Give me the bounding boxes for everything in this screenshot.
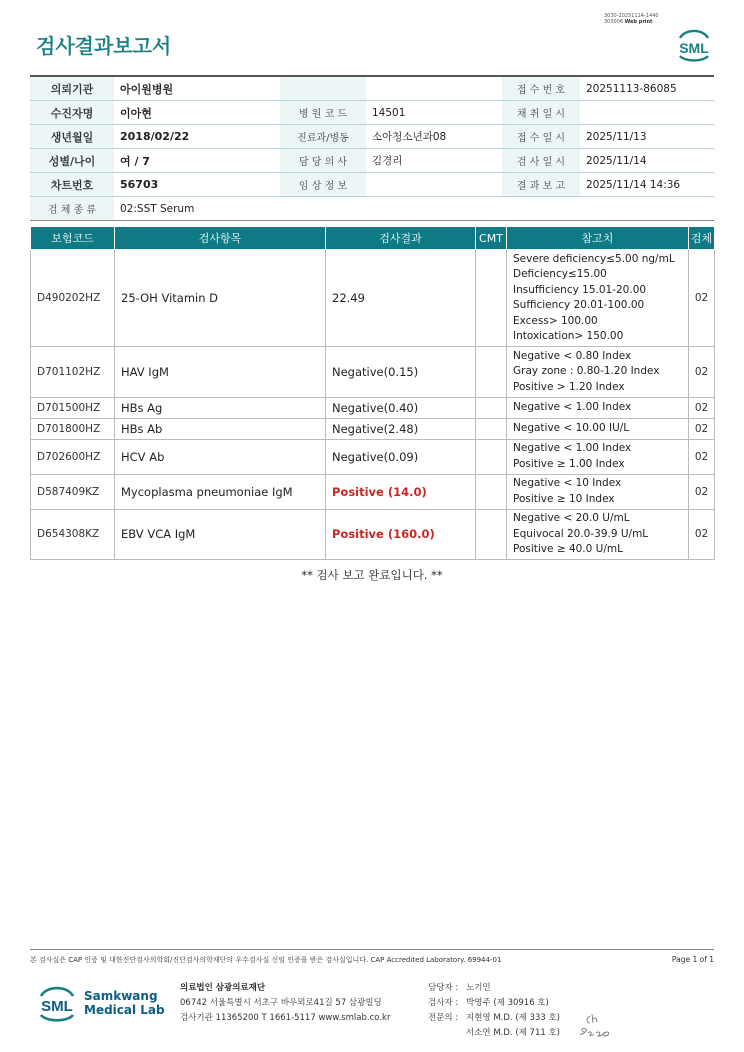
patient-field-value [366,76,502,101]
specimen-code: 02 [689,250,715,347]
patient-info-row [30,197,714,221]
signature-icon [578,1008,618,1042]
print-code-line2: 303006 Web print [604,19,653,25]
patient-field-value [366,173,502,197]
specimen-code: 02 [689,439,715,474]
staff-line: 서소연 M.D. (제 711 호) [466,1028,561,1038]
header-cmt: CMT [476,227,507,250]
reference-range [507,347,689,398]
reference-line: Negative < 10.00 IU/L [513,421,630,434]
test-result: Negative(0.15) [326,347,476,398]
staff-line: 검사자 : 박영주 (제 30916 호) [428,998,549,1008]
results-header-row [31,227,715,250]
patient-field-label: 접 수 일 시 [502,125,580,149]
patient-field-value [580,101,714,125]
cmt-cell [476,397,507,418]
specimen-type-label: 검 체 종 류 [30,197,114,221]
test-item: HBs Ag [115,397,326,418]
sml-logo-icon [674,26,714,62]
header-reference: 참고치 [507,227,689,250]
reference-line: Equivocal 20.0-39.9 U/mL [513,527,649,540]
organization-address: 06742 서울특별시 서초구 바우뫼로41길 57 삼광빌딩 [180,998,382,1008]
patient-field-value: 56703 [114,173,280,197]
reference-line: Excess> 100.00 [513,314,598,327]
cmt-cell [476,250,507,347]
test-result: Positive (160.0) [326,509,476,560]
test-item: HBs Ab [115,418,326,439]
reference-line: Sufficiency 20.01-100.00 [513,299,645,311]
patient-field-label: 진료과/병동 [280,125,366,149]
patient-field-label: 병 원 코 드 [280,101,366,125]
patient-field-label: 생년월일 [30,125,114,149]
header-test-result: 검사결과 [326,227,476,250]
patient-field-value: 14501 [366,101,502,125]
cmt-cell [476,418,507,439]
patient-field-value: 2025/11/14 14:36 [580,173,714,197]
specimen-code: 02 [689,509,715,560]
test-item: HCV Ab [115,439,326,474]
insurance-code: D701102HZ [31,347,115,398]
specimen-code: 02 [689,347,715,398]
header-insurance-code: 보험코드 [31,227,115,250]
reference-line: Negative < 0.80 Index [513,349,632,362]
specimen-code: 02 [689,418,715,439]
patient-field-value: 김경리 [366,149,502,173]
cmt-cell [476,509,507,560]
reference-line: Positive ≥ 1.00 Index [513,457,625,470]
samkwang-logo-icon [36,980,78,1024]
patient-field-value: 2025/11/14 [580,149,714,173]
result-row [31,347,715,398]
result-row [31,397,715,418]
test-item: Mycoplasma pneumoniae IgM [115,474,326,509]
insurance-code: D701500HZ [31,397,115,418]
completion-message: ** 검사 보고 완료입니다. ** [301,568,443,582]
header-test-item: 검사항목 [115,227,326,250]
cmt-cell [476,439,507,474]
insurance-code: D701800HZ [31,418,115,439]
patient-field-label [280,76,366,101]
insurance-code: D654308KZ [31,509,115,560]
patient-field-value: 2025/11/13 [580,125,714,149]
patient-field-value: 20251113-86085 [580,76,714,101]
reference-line: Positive ≥ 10 Index [513,492,615,505]
reference-range [507,509,689,560]
reference-line: Negative < 10 Index [513,477,622,489]
patient-field-label: 접 수 번 호 [502,76,580,101]
patient-info-row [30,149,714,173]
patient-field-label: 담 당 의 사 [280,149,366,173]
svg-text:SML: SML [679,40,709,56]
test-item: HAV IgM [115,347,326,398]
result-row [31,439,715,474]
reference-line: Severe deficiency≤5.00 ng/mL [513,252,675,265]
result-row [31,474,715,509]
patient-info-row [30,173,714,197]
patient-field-label: 임 상 정 보 [280,173,366,197]
patient-field-label: 채 취 일 시 [502,101,580,125]
results-table [30,226,715,560]
patient-field-value: 소아청소년과08 [366,125,502,149]
reference-range [507,397,689,418]
page-number: Page 1 of 1 [671,955,714,964]
patient-field-value: 여 / 7 [114,149,280,173]
svg-text:SML: SML [41,998,73,1015]
header-specimen: 검체 [689,227,715,250]
patient-field-value: 2018/02/22 [114,125,280,149]
report-title: 검사결과보고서 [36,34,172,58]
patient-info-table [30,75,714,221]
patient-field-value: 아이원병원 [114,76,280,101]
reference-range [507,439,689,474]
accreditation-note: 본 검사실은 CAP 인증 및 대한진단검사의학회/진단검사의학재단의 우수검사실 신임 인증을 받은 검사실입니다. CAP Accredited Laboratory. 69944-01 [30,956,502,964]
reference-line: Positive > 1.20 Index [513,380,625,393]
reference-line: Negative < 1.00 Index [513,400,632,413]
reference-line: Negative < 20.0 U/mL [513,512,630,524]
organization-contact: 검사기관 11365200 T 1661-5117 www.smlab.co.kr [180,1013,391,1023]
staff-line: 전문의 : 지현영 M.D. (제 333 호) [428,1013,561,1023]
staff-line: 담당자 : 노기민 [428,983,491,993]
test-item: EBV VCA IgM [115,509,326,560]
patient-field-label: 성별/나이 [30,149,114,173]
print-code-line1: 3030-20251114-1440 [604,13,659,19]
cmt-cell [476,347,507,398]
brand-name-line2: Medical Lab [84,1003,165,1017]
specimen-type-value: 02:SST Serum [114,197,714,221]
brand-name-line1: Samkwang [84,989,158,1003]
patient-info-row [30,125,714,149]
patient-info-row [30,76,714,101]
specimen-code: 02 [689,474,715,509]
insurance-code: D490202HZ [31,250,115,347]
patient-field-label: 검 사 일 시 [502,149,580,173]
reference-range [507,250,689,347]
test-result: Negative(0.40) [326,397,476,418]
patient-field-value: 이아현 [114,101,280,125]
print-code [604,13,659,25]
insurance-code: D587409KZ [31,474,115,509]
patient-info-row [30,101,714,125]
reference-line: Negative < 1.00 Index [513,442,632,454]
test-result: Negative(2.48) [326,418,476,439]
patient-field-label: 수진자명 [30,101,114,125]
organization-name: 의료법인 삼광의료재단 [180,983,266,993]
footer-divider [30,949,714,950]
test-result: Negative(0.09) [326,439,476,474]
cmt-cell [476,474,507,509]
reference-line: Insufficiency 15.01-20.00 [513,283,647,296]
reference-range [507,474,689,509]
test-item: 25-OH Vitamin D [115,250,326,347]
test-result: Positive (14.0) [326,474,476,509]
insurance-code: D702600HZ [31,439,115,474]
result-row [31,509,715,560]
reference-line: Gray zone : 0.80-1.20 Index [513,365,660,377]
test-result: 22.49 [326,250,476,347]
result-row [31,418,715,439]
patient-field-label: 차트번호 [30,173,114,197]
patient-field-label: 결 과 보 고 [502,173,580,197]
reference-line: Deficiency≤15.00 [513,268,607,280]
reference-line: Positive ≥ 40.0 U/mL [513,543,623,555]
result-row [31,250,715,347]
reference-line: Intoxication> 150.00 [513,330,624,342]
specimen-code: 02 [689,397,715,418]
reference-range [507,418,689,439]
patient-field-label: 의뢰기관 [30,76,114,101]
